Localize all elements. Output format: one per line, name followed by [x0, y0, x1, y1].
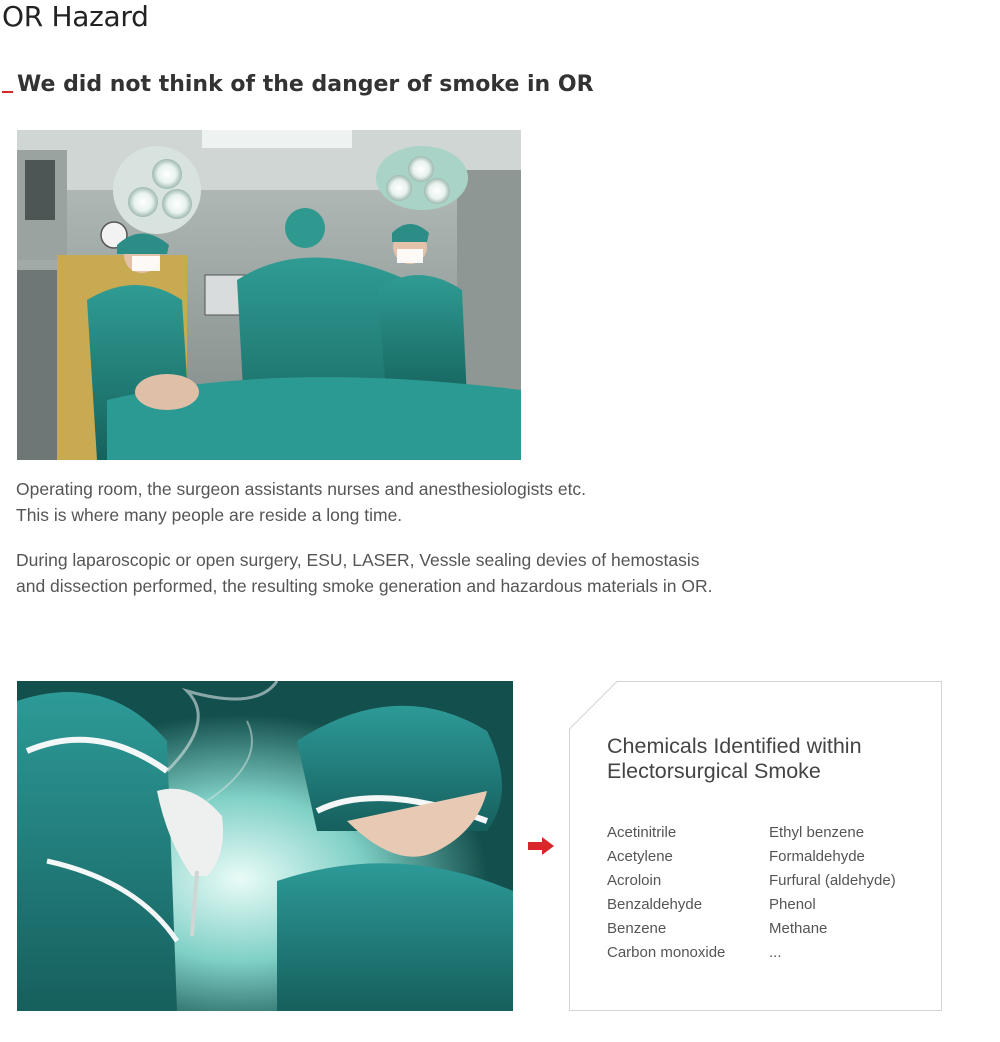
chemical-item: Carbon monoxide — [607, 944, 726, 961]
chemical-item: Acetinitrile — [607, 824, 677, 841]
surgery-smoke-photo — [17, 681, 513, 1011]
chemicals-title-line-2: Electorsurgical Smoke — [607, 759, 821, 783]
chemical-item: ... — [769, 944, 782, 961]
operating-room-photo — [17, 130, 521, 460]
chemicals-title — [607, 734, 927, 784]
page-title: OR Hazard — [2, 0, 149, 33]
chemical-item: Ethyl benzene — [769, 824, 865, 841]
chemical-item: Methane — [769, 920, 828, 937]
chemical-item: Formaldehyde — [769, 848, 865, 865]
subtitle-text: We did not think of the danger of smoke in OR — [17, 72, 594, 97]
red-arrow-icon — [528, 836, 555, 856]
section-subtitle — [2, 72, 594, 97]
chemical-item: Acetylene — [607, 848, 673, 865]
chemicals-box — [569, 681, 942, 1011]
chemicals-title-line-1: Chemicals Identified within — [607, 734, 862, 758]
intro-line-2: This is where many people are reside a long time. — [16, 505, 403, 525]
accent-mark — [2, 91, 13, 93]
intro-line-1: Operating room, the surgeon assistants nurses and anesthesiologists etc. — [16, 479, 587, 499]
chemical-item: Furfural (aldehyde) — [769, 872, 896, 889]
chemical-item: Benzaldehyde — [607, 896, 703, 913]
smoke-line-2: and dissection performed, the resulting smoke generation and hazardous materials in OR. — [16, 576, 713, 596]
chemicals-list-right — [769, 821, 896, 965]
chemical-item: Phenol — [769, 896, 816, 913]
smoke-line-1: During laparoscopic or open surgery, ESU, LASER, Vessle sealing devies of hemostasis — [16, 550, 700, 570]
intro-paragraph — [16, 476, 586, 528]
chemical-item: Acroloin — [607, 872, 662, 889]
chemical-item: Benzene — [607, 920, 667, 937]
smoke-paragraph — [16, 547, 713, 599]
chemicals-list-left — [607, 821, 725, 965]
